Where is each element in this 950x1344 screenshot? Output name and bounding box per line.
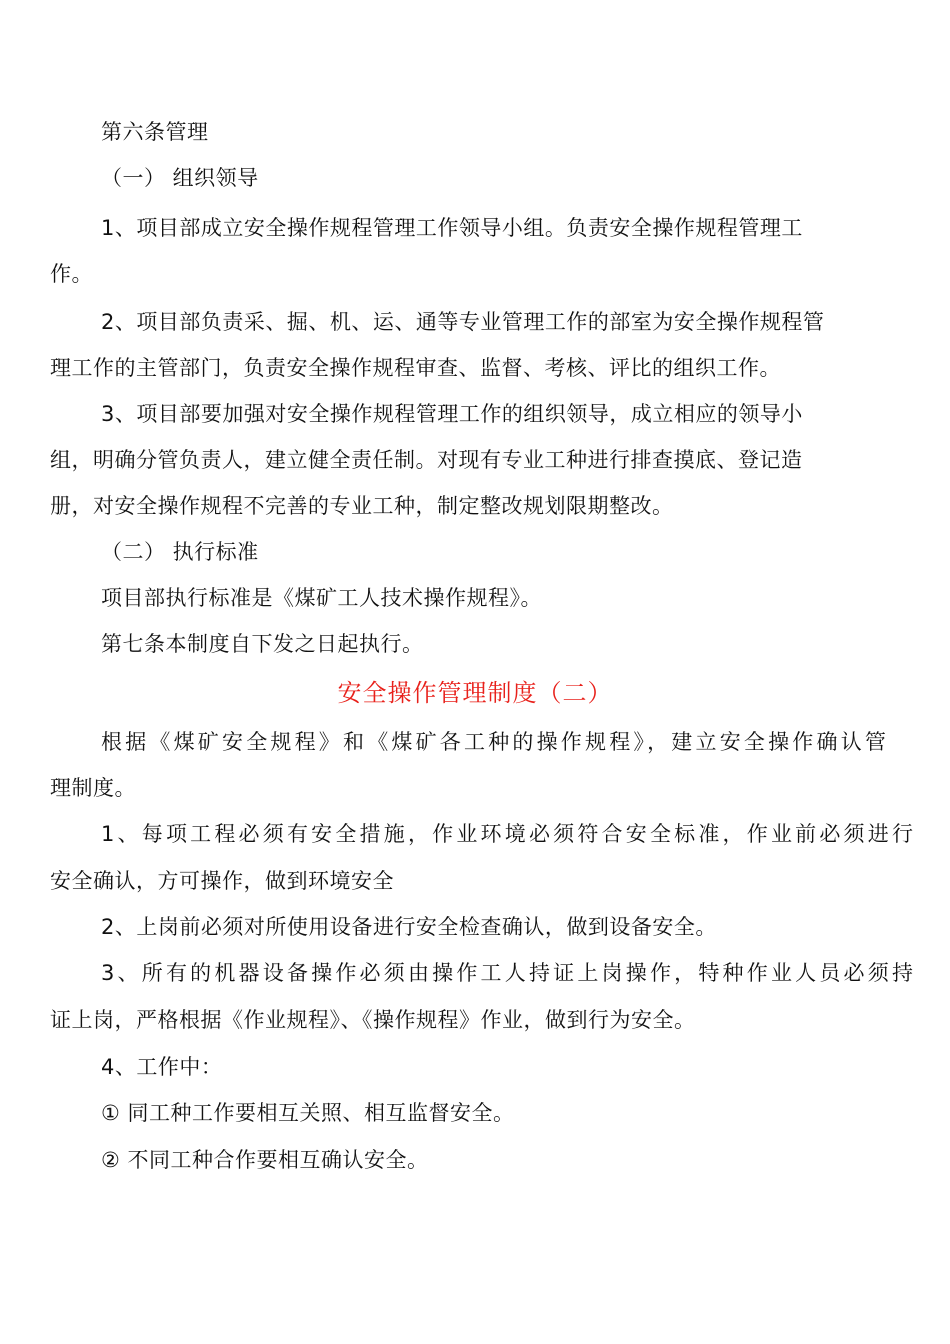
paragraph-rule1-line2: 安全确认，方可操作，做到环境安全 bbox=[50, 869, 394, 893]
paragraph-item1-line2: 作。 bbox=[50, 262, 93, 286]
subsection-standard-heading: （二） 执行标准 bbox=[101, 540, 259, 564]
paragraph-intro-line2: 理制度。 bbox=[50, 776, 136, 800]
paragraph-item1-line1: 1、项目部成立安全操作规程管理工作领导小组。负责安全操作规程管理工 bbox=[101, 216, 803, 240]
subsection-organization-heading: （一） 组织领导 bbox=[101, 166, 259, 190]
paragraph-rule4: 4、工作中： bbox=[101, 1055, 223, 1079]
list-item-rule4-1: ① 同工种工作要相互关照、相互监督安全。 bbox=[101, 1101, 515, 1125]
section-title: 安全操作管理制度（二） bbox=[337, 679, 613, 707]
paragraph-rule3-line1: 3、所有的机器设备操作必须由操作工人持证上岗操作，特种作业人员必须持 bbox=[101, 961, 917, 985]
paragraph-item2-line2: 理工作的主管部门，负责安全操作规程审查、监督、考核、评比的组织工作。 bbox=[50, 356, 781, 380]
paragraph-item3-line3: 册，对安全操作规程不完善的专业工种，制定整改规划限期整改。 bbox=[50, 494, 674, 518]
paragraph-rule1-line1: 1、每项工程必须有安全措施，作业环境必须符合安全标准，作业前必须进行 bbox=[101, 822, 917, 846]
paragraph-rule3-line2: 证上岗，严格根据《作业规程》、《操作规程》作业，做到行为安全。 bbox=[50, 1008, 696, 1032]
list-item-rule4-2: ② 不同工种合作要相互确认安全。 bbox=[101, 1148, 429, 1172]
paragraph-item3-line2: 组，明确分管负责人，建立健全责任制。对现有专业工种进行排查摸底、登记造 bbox=[50, 448, 803, 472]
paragraph-item2-line1: 2、项目部负责采、掘、机、运、通等专业管理工作的部室为安全操作规程管 bbox=[101, 310, 825, 334]
paragraph-intro-line1: 根据《煤矿安全规程》和《煤矿各工种的操作规程》，建立安全操作确认管 bbox=[101, 730, 890, 754]
paragraph-rule2: 2、上岗前必须对所使用设备进行安全检查确认，做到设备安全。 bbox=[101, 915, 717, 939]
article-7-text: 第七条本制度自下发之日起执行。 bbox=[101, 632, 424, 656]
paragraph-standard: 项目部执行标准是《煤矿工人技术操作规程》。 bbox=[101, 586, 542, 610]
article-6-heading: 第六条管理 bbox=[101, 120, 209, 144]
paragraph-item3-line1: 3、项目部要加强对安全操作规程管理工作的组织领导，成立相应的领导小 bbox=[101, 402, 803, 426]
